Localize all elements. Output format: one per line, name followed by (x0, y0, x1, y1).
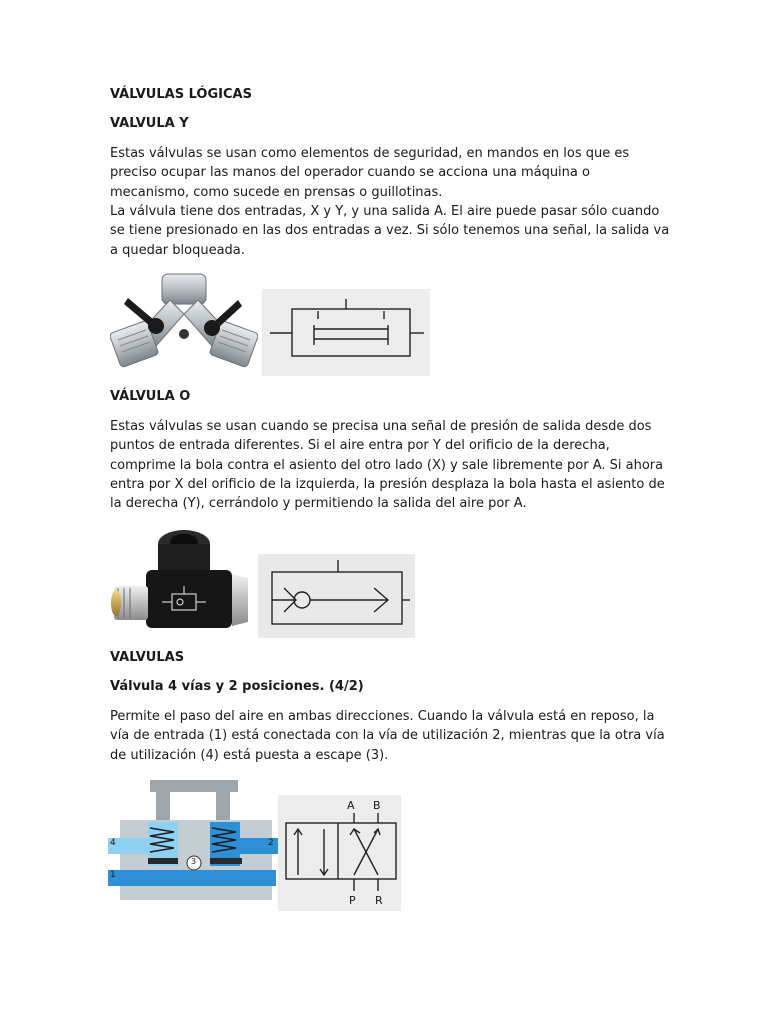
paragraph-valvula-4-2: Permite el paso del aire en ambas direcciones. Cuando la válvula está en reposo, la vía de entrada (1) está conectada con la vía de utilización 2, mientras que la otra vía de utilización (4) está puesta a escape (3). (110, 709, 665, 763)
valve-4-2-symbol (278, 795, 401, 911)
symbol-label-a: A (347, 799, 355, 812)
symbol-label-r: R (375, 894, 383, 907)
page-title: VÁLVULAS LÓGICAS (110, 87, 252, 102)
and-valve-photo (110, 270, 258, 374)
port-label-4: 4 (110, 838, 116, 848)
heading-valvula-y: VALVULA Y (110, 116, 189, 131)
heading-valvula-o: VÁLVULA O (110, 389, 191, 404)
or-valve-photo (110, 526, 252, 638)
paragraph-valvula-y: Estas válvulas se usan como elementos de seguridad, en mandos en los que es preciso ocupar las manos del operador cuando se acciona una máquina o mecanismo, como sucede en prensas o guillotinas. (110, 146, 630, 200)
and-valve-symbol (262, 289, 430, 376)
subheading-valvula-4-2: Válvula 4 vías y 2 posiciones. (4/2) (110, 679, 364, 694)
port-label-3: 3 (191, 857, 197, 866)
symbol-label-b: B (373, 799, 381, 812)
port-label-1: 1 (110, 870, 116, 880)
valve-4-2-cutaway (108, 776, 278, 910)
port-label-2: 2 (268, 838, 274, 848)
heading-valvulas: VALVULAS (110, 650, 185, 665)
paragraph-valvula-y-2: La válvula tiene dos entradas, X y Y, y una salida A. El aire puede pasar sólo cuando se tiene presionado en las dos entradas a vez. Si sólo tenemos una señal, la salida va a quedar bloqueada. (110, 204, 670, 258)
or-valve-symbol (258, 554, 415, 638)
paragraph-valvula-o: Estas válvulas se usan cuando se precisa una señal de presión de salida desde dos puntos de entrada diferentes. Si el aire entra por Y del orificio de la derecha, comprime la bola contra el asiento del otro lado (X) y sale libremente por A. Si ahora entra por X del orificio de la izquierda, la presión desplaza la bola hasta el asiento de la derecha (Y), cerrándolo y permitiendo la salida del aire por A. (110, 419, 665, 512)
symbol-label-p: P (349, 894, 356, 907)
